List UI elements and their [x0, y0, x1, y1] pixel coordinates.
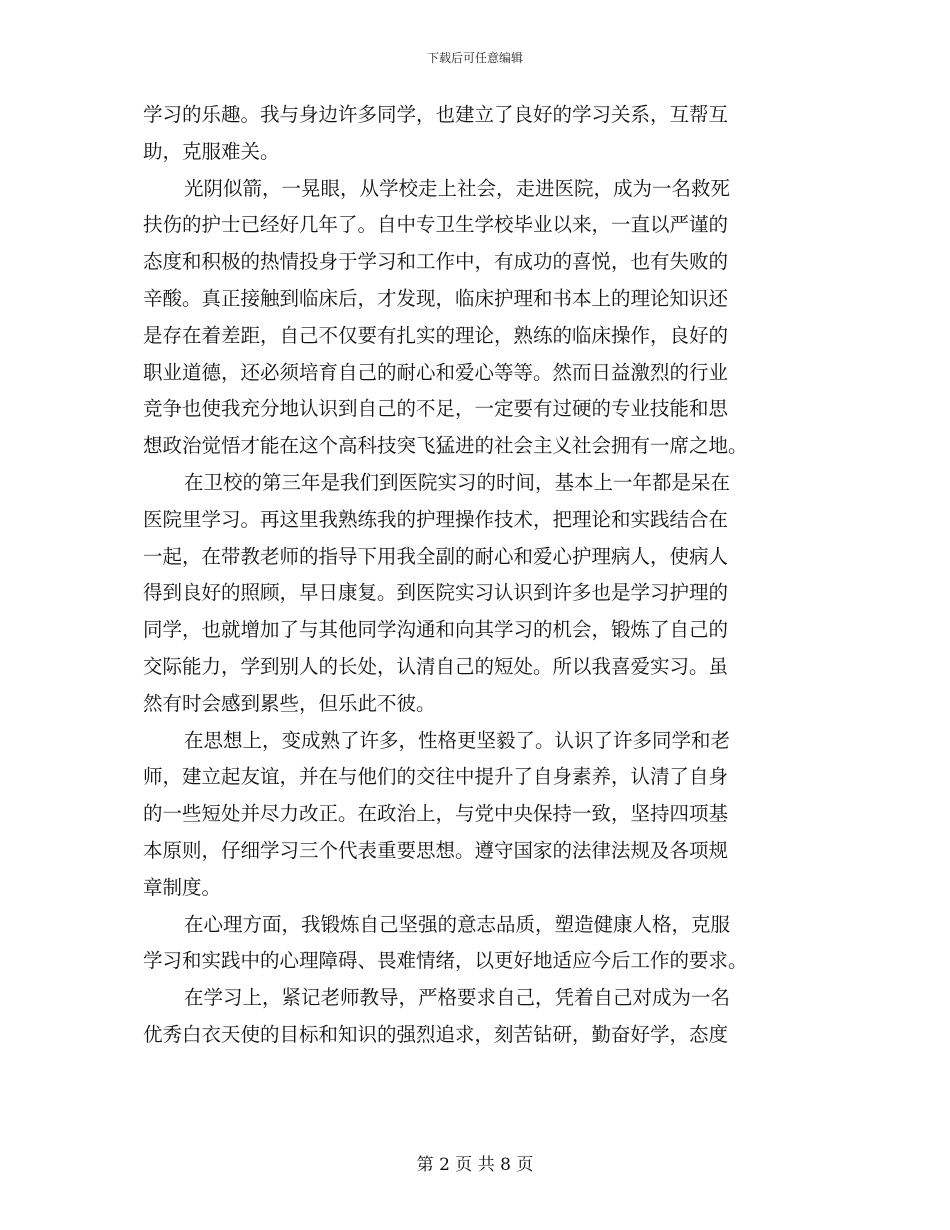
text-line: 助，克服难关。 [143, 139, 280, 163]
text-line: 辛酸。真正接触到临床后，才发现，临床护理和书本上的理论知识还 [143, 286, 729, 310]
paragraph-start-line: 在心理方面，我锻炼自己坚强的意志品质，塑造健康人格，克服 [184, 912, 731, 936]
text-line: 竞争也使我充分地认识到自己的不足，一定要有过硬的专业技能和思 [143, 397, 729, 421]
text-line: 医院里学习。再这里我熟练我的护理操作技术，把理论和实践结合在 [143, 507, 729, 531]
text-line: 章制度。 [143, 875, 222, 899]
text-line: 交际能力，学到别人的长处，认清自己的短处。所以我喜爱实习。虽 [143, 654, 729, 678]
paragraph-start-line: 光阴似箭，一晃眼，从学校走上社会，走进医院，成为一名救死 [184, 176, 731, 200]
page-header: 下载后可任意编辑 [426, 51, 523, 65]
paragraph-start-line: 在学习上，紧记老师教导，严格要求自己，凭着自己对成为一名 [184, 986, 731, 1010]
paragraph-start-line: 在思想上，变成熟了许多，性格更坚毅了。认识了许多同学和老 [184, 728, 731, 752]
text-line: 想政治觉悟才能在这个高科技突飞猛进的社会主义社会拥有一席之地。 [143, 434, 748, 458]
text-line: 同学，也就增加了与其他同学沟通和向其学习的机会，锻炼了自己的 [143, 618, 729, 642]
text-line: 优秀白衣天使的目标和知识的强烈追求，刻苦钻研，勤奋好学，态度 [143, 1022, 729, 1046]
text-line: 是存在着差距，自己不仅要有扎实的理论，熟练的临床操作，良好的 [143, 323, 729, 347]
text-line: 得到良好的照顾，早日康复。到医院实习认识到许多也是学习护理的 [143, 581, 729, 605]
text-line: 态度和积极的热情投身于学习和工作中，有成功的喜悦，也有失败的 [143, 250, 729, 274]
text-line: 然有时会感到累些，但乐此不彼。 [143, 691, 436, 715]
text-line: 师，建立起友谊，并在与他们的交往中提升了自身素养，认清了自身 [143, 765, 729, 789]
page-footer: 第 2 页 共 8 页 [416, 1155, 534, 1175]
text-line: 的一些短处并尽力改正。在政治上，与党中央保持一致，坚持四项基 [143, 802, 729, 826]
text-line: 扶伤的护士已经好几年了。自中专卫生学校毕业以来，一直以严谨的 [143, 213, 729, 237]
text-line: 学习和实践中的心理障碍、畏难情绪，以更好地适应今后工作的要求。 [143, 949, 748, 973]
text-line: 学习的乐趣。我与身边许多同学，也建立了良好的学习关系，互帮互 [143, 103, 729, 126]
document-body [143, 97, 807, 1054]
text-line: 一起，在带教老师的指导下用我全副的耐心和爱心护理病人，使病人 [143, 544, 729, 568]
text-line: 本原则，仔细学习三个代表重要思想。遵守国家的法律法规及各项规 [143, 838, 729, 862]
paragraph-start-line: 在卫校的第三年是我们到医院实习的时间，基本上一年都是呆在 [184, 470, 731, 494]
text-line: 职业道德，还必须培育自己的耐心和爱心等等。然而日益激烈的行业 [143, 360, 729, 384]
